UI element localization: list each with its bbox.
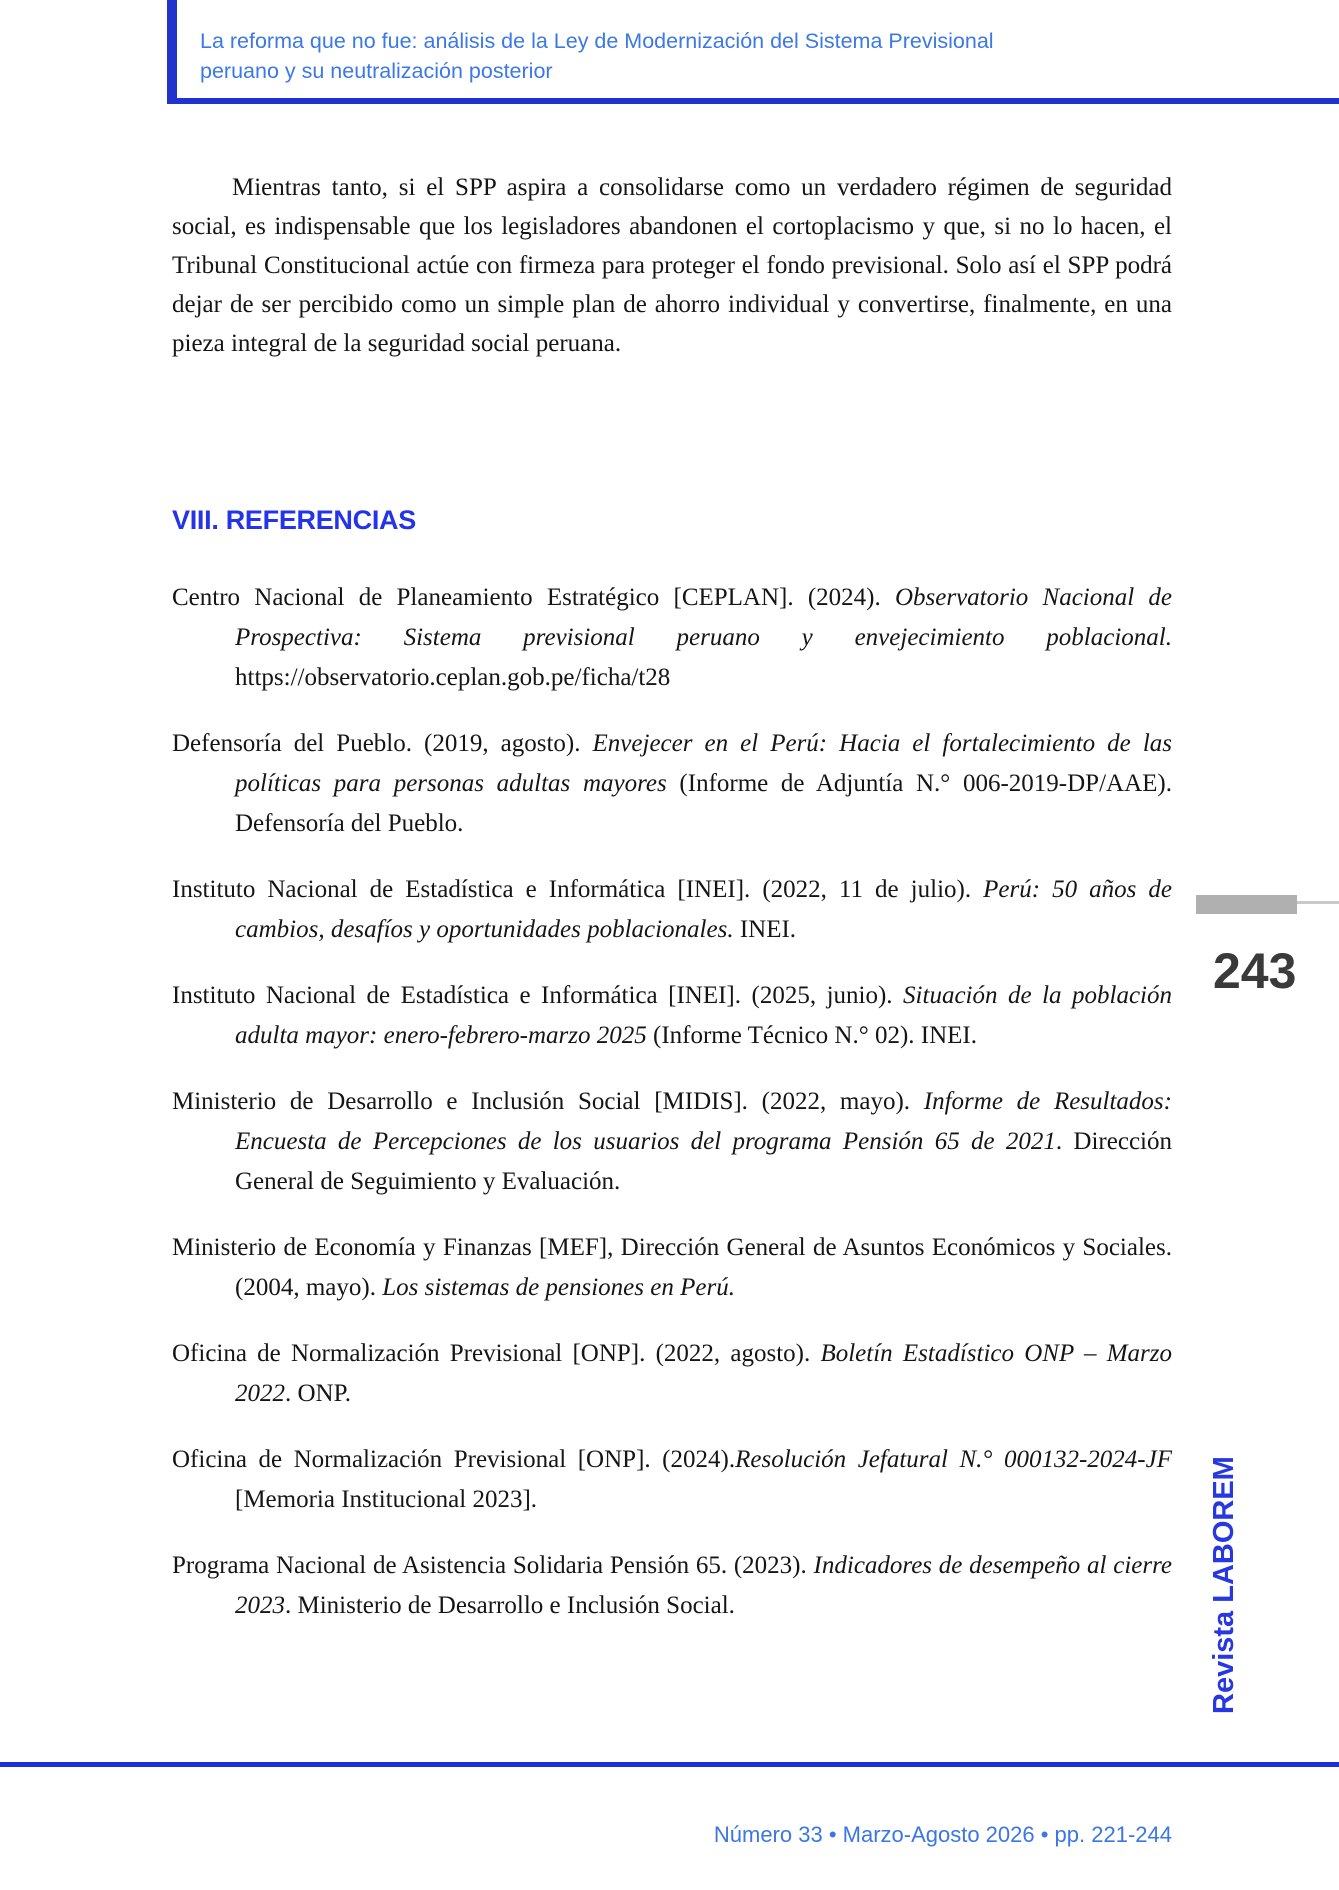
reference-title: Indicadores de desempeño al cierre 2023: [235, 1552, 1173, 1619]
reference-text: Ministerio de Desarrollo e Inclusión Social [MIDIS]. (2022, mayo).: [172, 1088, 924, 1115]
reference-title: Situación de la población adulta mayor: enero-febrero-marzo 2025: [235, 982, 1172, 1049]
reference-text: . ONP.: [285, 1380, 351, 1407]
running-head-title: La reforma que no fue: análisis de la Ley de Modernización del Sistema Previsional peruano y su neutralización posterior: [200, 29, 994, 83]
reference-title: Boletín Estadístico ONP – Marzo 2022: [235, 1340, 1172, 1407]
journal-name-vertical: Revista LABOREM: [1208, 1456, 1240, 1714]
reference-title: Los sistemas de pensiones en Perú.: [382, 1274, 735, 1301]
reference-text: Instituto Nacional de Estadística e Informática [INEI]. (2025, junio).: [172, 982, 904, 1009]
reference-title: Resolución Jefatural N.° 000132-2024-JF: [735, 1446, 1172, 1473]
reference-title: Perú: 50 años de cambios, desafíos y oportunidades poblacionales.: [235, 876, 1173, 943]
reference-title: Observatorio Nacional de Prospectiva: Sistema previsional peruano y envejecimiento poblacional.: [235, 584, 1172, 651]
reference-title: Informe de Resultados: Encuesta de Percepciones de los usuarios del programa Pensión 65 de 2021: [235, 1088, 1172, 1155]
reference-text: INEI.: [733, 916, 797, 943]
header-bottom-rule: [167, 98, 1339, 104]
reference-text: Oficina de Normalización Previsional [ONP]. (2024).: [172, 1446, 736, 1473]
references-list: [172, 578, 1172, 1652]
body-paragraph: Mientras tanto, si el SPP aspira a consolidarse como un verdadero régimen de seguridad social, es indispensable que los legisladores abandonen el cortoplacismo y que, si no lo hacen, el Tribunal Constitucional actúe con firmeza para proteger el fondo previsional. Solo así el SPP podrá dejar de ser percibido como un simple plan de ahorro individual y convertirse, finalmente, en una pieza integral de la seguridad social peruana.: [172, 174, 1172, 357]
reference-text: Oficina de Normalización Previsional [ONP]. (2022, agosto).: [172, 1340, 821, 1367]
reference-entry: [172, 1334, 1172, 1414]
reference-text: . Dirección General de Seguimiento y Evaluación.: [235, 1128, 1172, 1195]
reference-text: Programa Nacional de Asistencia Solidaria Pensión 65. (2023).: [172, 1552, 814, 1579]
reference-entry: [172, 976, 1172, 1056]
references-heading: VIII. REFERENCIAS: [172, 505, 416, 535]
page-marker-line: [1297, 901, 1339, 904]
reference-text: Ministerio de Economía y Finanzas [MEF], Dirección General de Asuntos Económicos y Sociales. (2004, mayo).: [172, 1234, 1172, 1301]
footer-issue-info: Número 33 • Marzo-Agosto 2026 • pp. 221-244: [713, 1822, 1172, 1847]
page-number: 243: [1213, 943, 1297, 999]
reference-entry: [172, 1440, 1172, 1520]
footer-rule: [0, 1762, 1339, 1767]
reference-text: Instituto Nacional de Estadística e Informática [INEI]. (2022, 11 de julio).: [172, 876, 984, 903]
reference-entry: [172, 870, 1172, 950]
reference-entry: [172, 1228, 1172, 1308]
reference-text: . Ministerio de Desarrollo e Inclusión Social.: [285, 1592, 735, 1619]
reference-entry: [172, 1082, 1172, 1202]
reference-entry: [172, 578, 1172, 698]
reference-entry: [172, 724, 1172, 844]
reference-text: https://observatorio.ceplan.gob.pe/ficha/t28: [235, 664, 671, 691]
reference-text: (Informe de Adjuntía N.° 006-2019-DP/AAE). Defensoría del Pueblo.: [235, 770, 1172, 837]
page-marker-bar: [1196, 895, 1297, 914]
reference-text: [Memoria Institucional 2023].: [235, 1486, 538, 1513]
reference-entry: [172, 1546, 1172, 1626]
reference-text: (Informe Técnico N.° 02). INEI.: [646, 1022, 977, 1049]
reference-text: Defensoría del Pueblo. (2019, agosto).: [172, 730, 593, 757]
reference-title: Envejecer en el Perú: Hacia el fortalecimiento de las políticas para personas adultas mayores: [235, 730, 1172, 797]
reference-text: Centro Nacional de Planeamiento Estratégico [CEPLAN]. (2024).: [172, 584, 895, 611]
header-left-rule: [167, 0, 177, 104]
